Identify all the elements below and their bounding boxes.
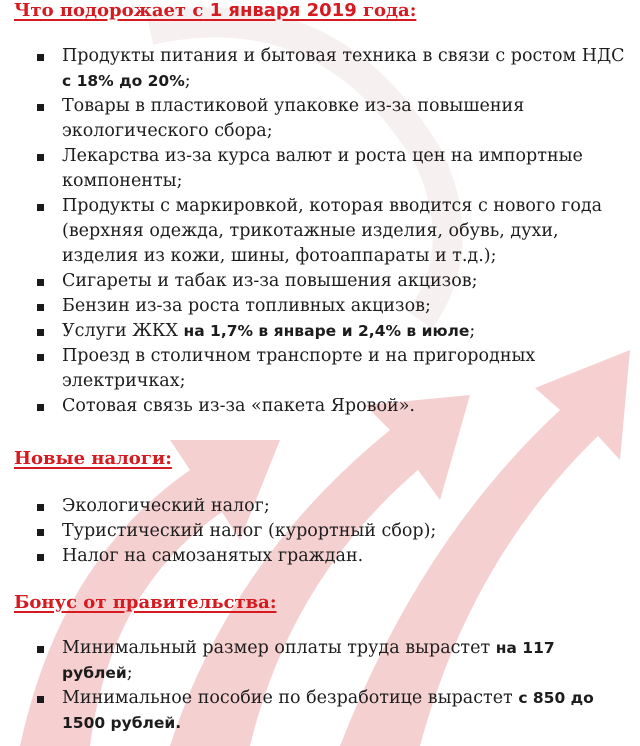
list-item bbox=[0, 494, 640, 519]
list-item-text: ; bbox=[126, 663, 133, 683]
list-item-text: Бензин из-за роста топливных акцизов; bbox=[62, 296, 431, 316]
section-title-price-rise-date: 1 января 2019 bbox=[209, 0, 357, 21]
list-item-text: Продукты питания и бытовая техника в связи с ростом НДС bbox=[62, 46, 625, 66]
section-title-new-taxes: Новые налоги: bbox=[14, 448, 172, 469]
section-title-price-rise-pre: Что подорожает с bbox=[14, 0, 204, 21]
bullet-icon bbox=[37, 646, 44, 653]
list-item-text: Минимальный размер оплаты труда вырастет bbox=[62, 638, 496, 658]
bullet-icon bbox=[37, 529, 44, 536]
bullet-icon bbox=[37, 54, 44, 61]
bullet-icon bbox=[37, 204, 44, 211]
list-item bbox=[0, 319, 640, 344]
list-item-text: Экологический налог; bbox=[62, 496, 270, 516]
bullet-icon bbox=[37, 304, 44, 311]
list-item-emphasis: с 18% до 20% bbox=[62, 72, 185, 90]
bullet-icon bbox=[37, 329, 44, 336]
list-item bbox=[0, 294, 640, 319]
list-item-text: Проезд в столичном транспорте и на пригородных электричках; bbox=[62, 346, 536, 391]
bullet-icon bbox=[37, 554, 44, 561]
bullet-icon bbox=[37, 504, 44, 511]
list-item bbox=[0, 194, 640, 269]
section-title-price-rise-post: года: bbox=[363, 0, 417, 21]
bullet-icon bbox=[37, 154, 44, 161]
bullet-icon bbox=[37, 104, 44, 111]
list-item-text: Услуги ЖКХ bbox=[62, 321, 184, 341]
list-item-emphasis: с 850 до 1500 рублей. bbox=[62, 689, 594, 732]
bullet-icon bbox=[37, 354, 44, 361]
list-item bbox=[0, 636, 640, 686]
list-item-text: Сигареты и табак из-за повышения акцизов; bbox=[62, 271, 478, 291]
bullet-icon bbox=[37, 279, 44, 286]
list-item bbox=[0, 269, 640, 294]
bullet-icon bbox=[37, 696, 44, 703]
list-item bbox=[0, 44, 640, 94]
list-item bbox=[0, 394, 640, 419]
list-item-emphasis: на 117 рублей bbox=[62, 639, 555, 682]
section-title-price-rise bbox=[14, 0, 416, 21]
list-item-text: ; bbox=[469, 321, 476, 341]
government-bonus-list bbox=[0, 636, 640, 736]
list-item-text: Товары в пластиковой упаковке из-за повышения экологического сбора; bbox=[62, 96, 525, 141]
list-item-text: ; bbox=[184, 71, 191, 91]
list-item-emphasis: на 1,7% в январе bbox=[183, 322, 337, 340]
list-item bbox=[0, 344, 640, 394]
list-item-text: Сотовая связь из-за «пакета Яровой». bbox=[62, 396, 415, 416]
list-item-text: Лекарства из-за курса валют и роста цен на импортные компоненты; bbox=[62, 146, 583, 191]
new-taxes-list bbox=[0, 494, 640, 569]
list-item bbox=[0, 686, 640, 736]
section-title-government-bonus: Бонус от правительства: bbox=[14, 592, 277, 613]
list-item-text: Продукты с маркировкой, которая вводится с нового года (верхняя одежда, трикотажные изделия, обувь, духи, изделия из кожи, шины, фотоаппараты и т.д.); bbox=[62, 196, 603, 266]
list-item-text: Туристический налог (курортный сбор); bbox=[62, 521, 437, 541]
list-item-text: Минимальное пособие по безработице вырастет bbox=[62, 688, 519, 708]
bullet-icon bbox=[37, 404, 44, 411]
list-item bbox=[0, 144, 640, 194]
list-item bbox=[0, 519, 640, 544]
price-rise-list bbox=[0, 44, 640, 419]
list-item bbox=[0, 94, 640, 144]
list-item-emphasis: и 2,4% в июле bbox=[341, 322, 470, 340]
list-item-text: Налог на самозанятых граждан. bbox=[62, 546, 364, 566]
list-item bbox=[0, 544, 640, 569]
